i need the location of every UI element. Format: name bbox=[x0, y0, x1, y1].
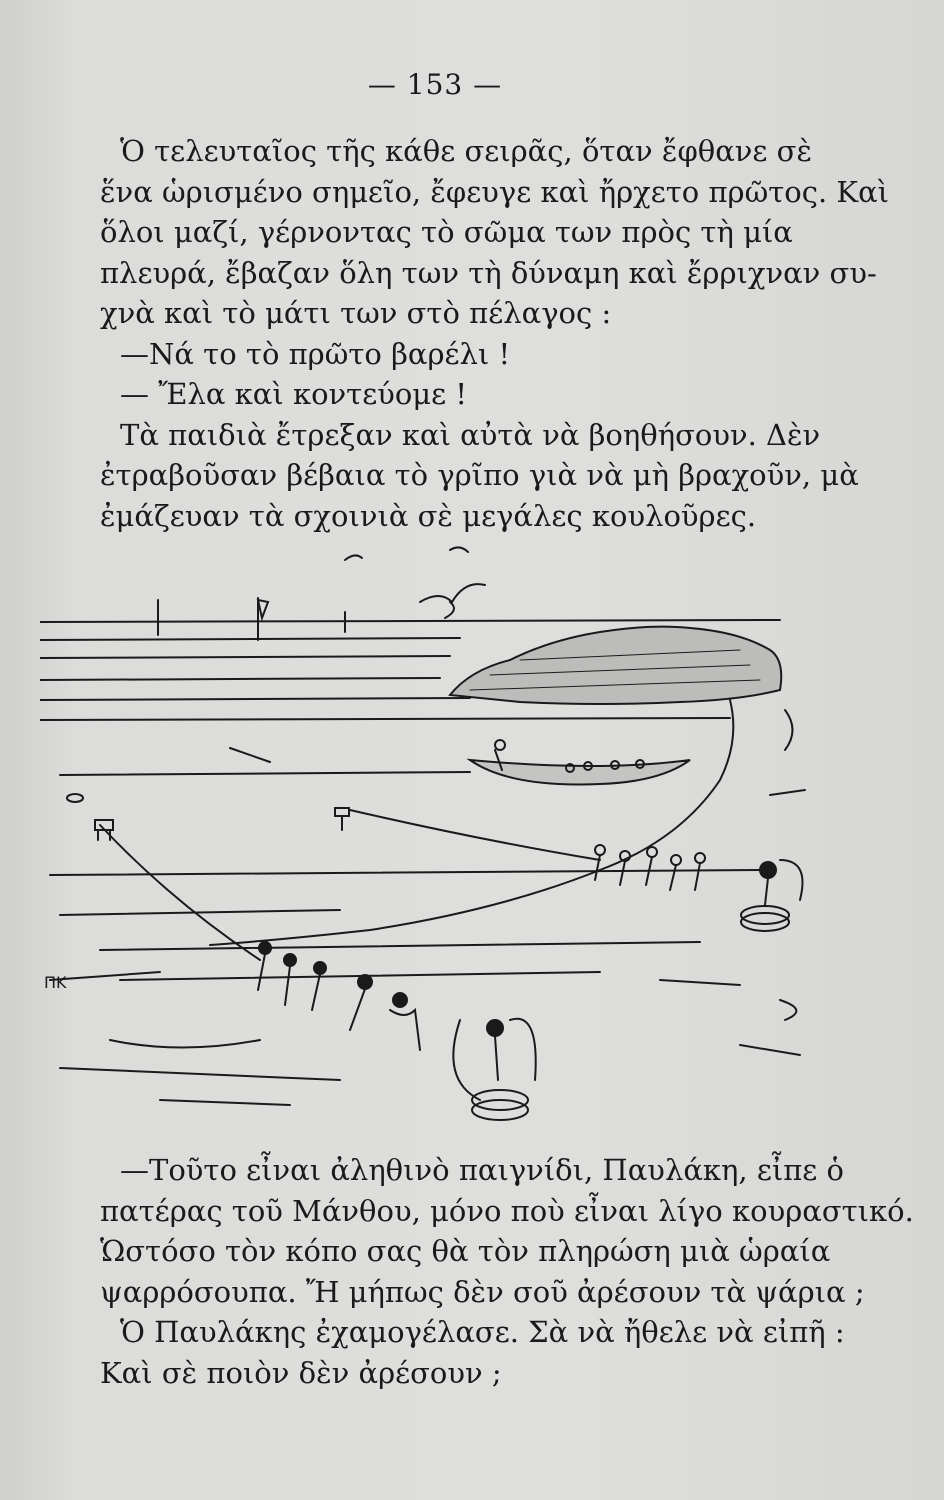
text-line: —Νά το τὸ πρῶτο βαρέλι ! bbox=[120, 336, 511, 371]
net-ropes bbox=[100, 810, 600, 960]
text-line: Τὰ παιδιὰ ἔτρεξαν καὶ αὐτὰ νὰ βοηθήσουν. Δὲν bbox=[120, 417, 821, 452]
text-line: Καὶ σὲ ποιὸν δὲν ἀρέσουν ; bbox=[100, 1355, 502, 1390]
headland bbox=[450, 627, 781, 704]
shoreline bbox=[210, 700, 733, 945]
text-line: πατέρας τοῦ Μάνθου, μόνο ποὺ εἶναι λίγο κουραστικό. bbox=[100, 1193, 914, 1228]
fishing-boat bbox=[470, 740, 690, 785]
beach-lines bbox=[50, 710, 805, 1105]
text-line: πλευρά, ἔβαζαν ὅλη των τὴ δύναμη καὶ ἔρριχναν συ- bbox=[100, 255, 877, 290]
text-line: ἐτραβοῦσαν βέβαια τὸ γρῖπο γιὰ νὰ μὴ βραχοῦν, μὰ bbox=[100, 458, 859, 492]
seagulls bbox=[345, 547, 485, 618]
floats bbox=[67, 748, 349, 840]
page-number: — 153 — bbox=[367, 68, 503, 101]
artist-signature: ΠΚ bbox=[44, 973, 67, 992]
bottom-paragraph bbox=[100, 1150, 914, 1393]
fishermen-left bbox=[258, 942, 536, 1120]
text-line: ὅλοι μαζί, γέρνοντας τὸ σῶμα των πρὸς τὴ μία bbox=[100, 215, 793, 249]
sailboats bbox=[158, 598, 345, 640]
text-line: Ὁ τελευταῖος τῆς κάθε σειρᾶς, ὅταν ἔφθανε σὲ bbox=[120, 134, 813, 168]
text-line: ἕνα ὡρισμένο σημεῖο, ἔφευγε καὶ ἤρχετο πρῶτος. Καὶ bbox=[100, 174, 890, 209]
text-line: ἐμάζευαν τὰ σχοινιὰ σὲ μεγάλες κουλοῦρες. bbox=[100, 498, 757, 533]
top-paragraph bbox=[100, 131, 890, 536]
text-line: Ὁ Παυλάκης ἐχαμογέλασε. Σὰ νὰ ἤθελε νὰ εἰπῆ : bbox=[120, 1315, 845, 1349]
text-line: —Τοῦτο εἶναι ἀληθινὸ παιγνίδι, Παυλάκη, εἶπε ὁ bbox=[120, 1153, 844, 1187]
text-line: Ὡστόσο τὸν κόπο σας θὰ τὸν πληρώση μιὰ ὡραία bbox=[100, 1234, 831, 1268]
text-line: ψαρρόσουπα. Ἤ μήπως δὲν σοῦ ἀρέσουν τὰ ψάρια ; bbox=[100, 1274, 865, 1309]
fishing-scene-illustration bbox=[40, 540, 820, 1130]
text-line: χνὰ καὶ τὸ μάτι των στὸ πέλαγος : bbox=[100, 296, 612, 330]
text-line: — Ἔλα καὶ κοντεύομε ! bbox=[120, 377, 468, 411]
